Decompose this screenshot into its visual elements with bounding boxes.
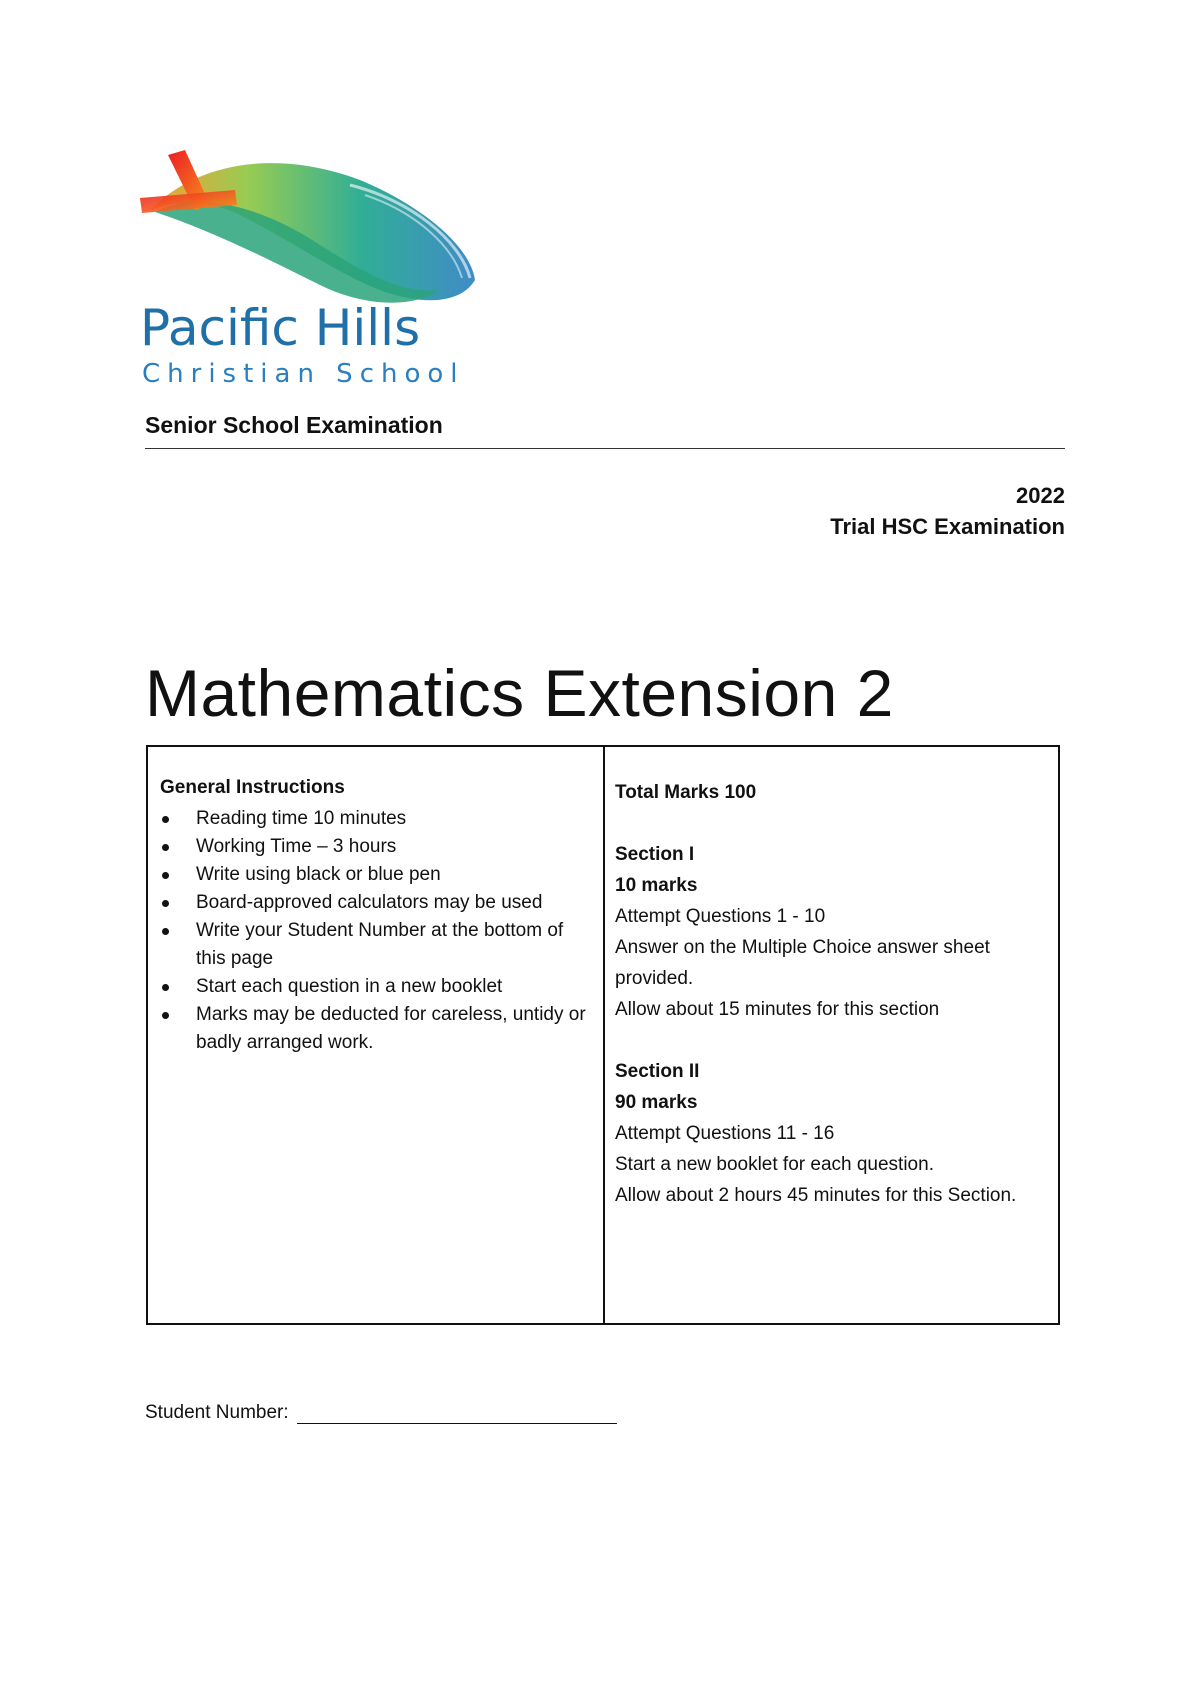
section1-marks: 10 marks [615, 875, 698, 896]
exam-year: 2022 [1016, 483, 1065, 508]
section1-attempt: Attempt Questions 1 - 10 [615, 906, 826, 927]
student-number-row [145, 1402, 617, 1424]
student-number-field[interactable] [297, 1403, 617, 1424]
section2-attempt: Attempt Questions 11 - 16 [615, 1123, 835, 1144]
instruction-item: Marks may be deducted for careless, untidy or badly arranged work. [160, 1001, 593, 1057]
instruction-item: Working Time – 3 hours [160, 833, 593, 861]
total-marks: Total Marks 100 [615, 782, 757, 803]
section1-title: Section I [615, 844, 695, 865]
section1-allow: Allow about 15 minutes for this section [615, 999, 940, 1020]
section2-allow: Allow about 2 hours 45 minutes for this Section. [615, 1185, 1017, 1206]
section2-marks: 90 marks [615, 1092, 698, 1113]
section1-answer: Answer on the Multiple Choice answer sheet provided. [615, 937, 990, 989]
instruction-item: Write using black or blue pen [160, 861, 593, 889]
subtitle-row [145, 412, 1065, 449]
marks-summary-column [605, 747, 1058, 1323]
svg-text:Christian School: Christian School [142, 359, 465, 389]
general-instructions-column [148, 747, 605, 1323]
instruction-item: Write your Student Number at the bottom of this page [160, 917, 593, 973]
section2-start: Start a new booklet for each question. [615, 1154, 934, 1175]
student-number-label: Student Number: [145, 1402, 289, 1423]
svg-text:Pacific Hills: Pacific Hills [140, 299, 421, 357]
general-instructions-list [160, 805, 593, 1057]
school-logo [140, 150, 485, 390]
general-instructions-heading: General Instructions [160, 777, 345, 798]
exam-subtitle: Senior School Examination [145, 412, 443, 438]
instruction-item: Start each question in a new booklet [160, 973, 593, 1001]
section2-title: Section II [615, 1061, 700, 1082]
page-title: Mathematics Extension 2 [145, 656, 894, 730]
instruction-item: Board-approved calculators may be used [160, 889, 593, 917]
instructions-table [146, 745, 1060, 1325]
exam-type: Trial HSC Examination [830, 514, 1065, 539]
instruction-item: Reading time 10 minutes [160, 805, 593, 833]
fish-cross-logo-icon [140, 150, 485, 390]
